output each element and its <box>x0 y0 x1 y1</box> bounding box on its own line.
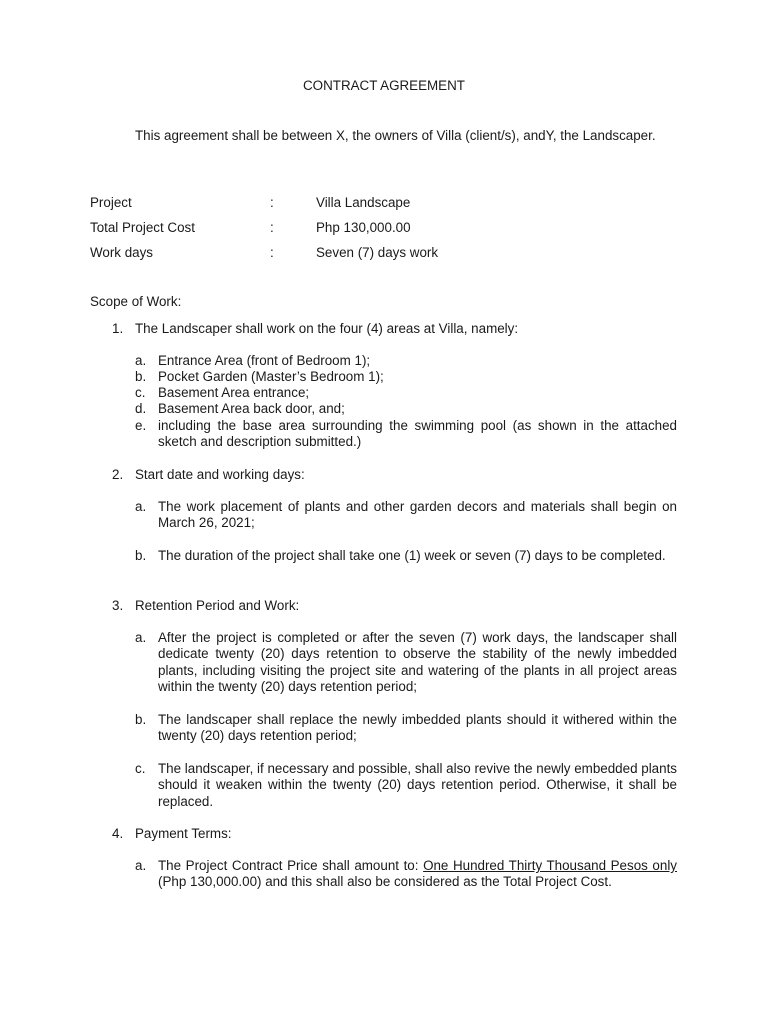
item-text: The work placement of plants and other garden decors and materials shall begin on March 26, 2021; <box>158 499 677 531</box>
item-text: Entrance Area (front of Bedroom 1); <box>158 353 371 368</box>
section-number: 2. <box>112 467 124 482</box>
item-text: The landscaper, if necessary and possible, shall also revive the newly embedded plants should it weaken within the twenty (20) days retention period. Otherwise, it shall be replaced. <box>158 761 677 809</box>
list-item <box>135 353 677 369</box>
list-item <box>135 385 677 401</box>
document-title: CONTRACT AGREEMENT <box>303 78 465 93</box>
list-item <box>135 499 677 532</box>
info-value: Seven (7) days work <box>316 245 439 260</box>
item-text: The landscaper shall replace the newly imbedded plants should it withered within the twenty (20) days retention period; <box>158 712 677 744</box>
list-item <box>135 858 677 891</box>
list-item <box>135 761 677 810</box>
item-letter: b. <box>135 369 147 384</box>
list-item <box>135 418 677 451</box>
list-item <box>135 630 677 696</box>
item-letter: a. <box>135 499 147 514</box>
info-row-total-cost <box>90 220 677 238</box>
item-letter: b. <box>135 712 147 727</box>
item-letter: b. <box>135 548 147 563</box>
item-text: Pocket Garden (Master’s Bedroom 1); <box>158 369 384 384</box>
section-heading: Payment Terms: <box>135 826 232 841</box>
section-heading: Start date and working days: <box>135 467 305 482</box>
info-colon: : <box>270 245 274 260</box>
item-letter: e. <box>135 418 147 433</box>
item-letter: a. <box>135 858 147 873</box>
info-label: Total Project Cost <box>90 220 195 235</box>
info-colon: : <box>270 195 274 210</box>
info-row-project <box>90 195 677 213</box>
item-letter: a. <box>135 353 147 368</box>
info-row-work-days <box>90 245 677 263</box>
item-text <box>158 858 677 891</box>
scope-heading: Scope of Work: <box>90 294 182 309</box>
item-letter: c. <box>135 385 146 400</box>
section-heading: Retention Period and Work: <box>135 598 300 613</box>
info-value: Villa Landscape <box>316 195 411 210</box>
intro-paragraph: This agreement shall be between X, the owners of Villa (client/s), andY, the Landscaper. <box>135 128 656 143</box>
list-item <box>135 712 677 745</box>
item-text: After the project is completed or after the seven (7) work days, the landscaper shall dedicate twenty (20) days retention to observe the stability of the newly imbedded plants, including visiting the project site and watering of the plants in all project areas within the twenty (20) days retention period; <box>158 630 677 695</box>
info-value: Php 130,000.00 <box>316 220 411 235</box>
section-number: 1. <box>112 321 124 336</box>
list-item <box>135 369 677 385</box>
item-text-after: (Php 130,000.00) and this shall also be considered as the Total Project Cost. <box>158 874 612 890</box>
list-item <box>135 548 677 564</box>
item-text: The duration of the project shall take one (1) week or seven (7) days to be completed. <box>158 548 666 563</box>
section-number: 3. <box>112 598 124 613</box>
info-label: Work days <box>90 245 154 260</box>
item-text: Basement Area back door, and; <box>158 401 345 416</box>
item-letter: d. <box>135 401 147 416</box>
info-label: Project <box>90 195 132 210</box>
section-number: 4. <box>112 826 124 841</box>
item-letter: c. <box>135 761 146 776</box>
info-colon: : <box>270 220 274 235</box>
section-heading: The Landscaper shall work on the four (4) areas at Villa, namely: <box>135 321 519 336</box>
amount-in-words: One Hundred Thirty Thousand Pesos only <box>423 858 677 873</box>
item-text-before: The Project Contract Price shall amount to: <box>158 858 424 873</box>
item-letter: a. <box>135 630 147 645</box>
list-item <box>135 401 677 417</box>
item-text: including the base area surrounding the swimming pool (as shown in the attached sketch and description submitted.) <box>158 418 677 450</box>
item-text: Basement Area entrance; <box>158 385 310 400</box>
